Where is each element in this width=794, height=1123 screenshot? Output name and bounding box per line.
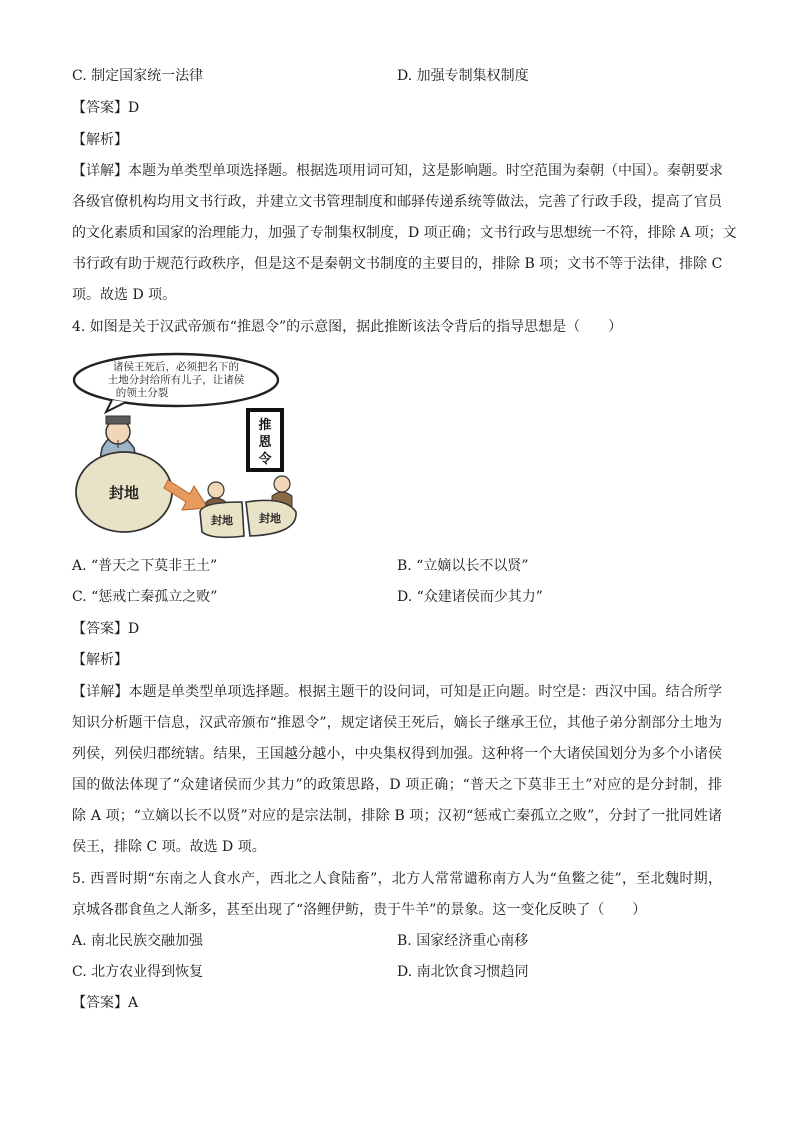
q4-option-d[interactable]: D. “众建诸侯而少其力” [397, 589, 543, 605]
q5-answer [72, 993, 722, 1013]
answer-label: 【答案】 [72, 100, 128, 116]
q4-detail-line: 【详解】本题是单类型单项选择题。根据主题干的设问词，可知是正向题。时空是：西汉中国。结合所学 [72, 684, 722, 700]
answer-label: 【答案】 [72, 621, 128, 637]
q5-stem-line: 京城各郡食鱼之人渐多，甚至出现了“洛鲤伊鲂，贵于牛羊”的景象。这一变化反映了（ ） [72, 902, 647, 918]
q3-detail-line: 各级官僚机构均用文书行政，并建立文书管理制度和邮驿传递系统等做法，完善了行政手段，提高了官员 [72, 194, 722, 210]
q3-detail-line: 【详解】本题为单类型单项选择题。根据选项用词可知，这是影响题。时空范围为秦朝（中国）。秦朝要求 [72, 163, 723, 179]
q4-analysis-label: 【解析】 [72, 652, 128, 668]
q5-option-d[interactable]: D. 南北饮食习惯趋同 [397, 964, 529, 980]
land-label: 封地 [108, 484, 140, 502]
large-land [76, 452, 172, 532]
q5-stem-line: 5. 西晋时期“东南之人食水产，西北之人食陆畜”，北方人常常谴称南方人为“鱼鳖之徒”，至北魏时期， [72, 871, 722, 887]
speech-line: 土地分封给所有儿子，让诸侯 [107, 374, 245, 386]
small-land-label: 封地 [211, 514, 233, 527]
sign-char: 恩 [258, 435, 272, 450]
q3-detail-line: 的文化素质和国家的治理能力，加强了专制集权制度，D 项正确；文书行政与思想统一不符，排除 A 项；文 [72, 225, 737, 241]
q5-option-c[interactable]: C. 北方农业得到恢复 [72, 964, 204, 980]
q4-detail-line: 知识分析题干信息，汉武帝颁布“推恩令”，规定诸侯王死后，嫡长子继承王位，其他子弟分割部分土地为 [72, 715, 722, 731]
q4-option-b[interactable]: B. “立嫡以长不以贤” [397, 558, 529, 574]
answer-value: A [128, 995, 139, 1011]
q4-stem: 4. 如图是关于汉武帝颁布“推恩令”的示意图，据此推断该法令背后的指导思想是（ ） [72, 319, 623, 335]
q3-option-d[interactable]: D. 加强专制集权制度 [397, 68, 529, 84]
q3-answer [72, 98, 722, 118]
speech-bubble [74, 354, 278, 412]
q4-illustration [72, 352, 298, 542]
q3-detail-line: 项。故选 D 项。 [72, 287, 177, 303]
q4-detail-line: 列侯，列侯归郡统辖。结果，王国越分越小，中央集权得到加强。这种将一个大诸侯国划分为多个小诸侯 [72, 746, 722, 762]
q5-option-a[interactable]: A. 南北民族交融加强 [72, 933, 204, 949]
answer-label: 【答案】 [72, 995, 128, 1011]
answer-value: D [128, 621, 140, 637]
q4-detail-line: 国的做法体现了“众建诸侯而少其力”的政策思路，D 项正确；“普天之下莫非王土”对应的是分封制，排 [72, 777, 722, 793]
small-land-label: 封地 [259, 512, 281, 525]
q3-analysis-label: 【解析】 [72, 132, 128, 148]
speech-line: 诸侯王死后，必须把名下的 [113, 361, 239, 373]
q4-option-a[interactable]: A. “普天之下莫非王土” [72, 558, 218, 574]
answer-value: D [128, 100, 140, 116]
q5-option-b[interactable]: B. 国家经济重心南移 [397, 933, 529, 949]
speech-line: 的领土分裂 [115, 387, 169, 399]
small-lands [200, 476, 296, 537]
q4-option-c[interactable]: C. “惩戒亡秦孤立之败” [72, 589, 218, 605]
q4-answer [72, 619, 722, 639]
q3-detail-line: 书行政有助于规范行政秩序，但是这不是秦朝文书制度的主要目的，排除 B 项；文书不等于法律，排除 C [72, 256, 723, 272]
q3-option-c[interactable]: C. 制定国家统一法律 [72, 68, 204, 84]
q4-detail-line: 除 A 项；“立嫡以长不以贤”对应的是宗法制，排除 B 项；汉初“惩戒亡秦孤立之败”，分封了一批同姓诸 [72, 808, 722, 824]
q4-detail-line: 侯王，排除 C 项。故选 D 项。 [72, 839, 266, 855]
tuienling-sign [248, 410, 282, 470]
sign-char: 令 [258, 452, 272, 467]
sign-char: 推 [258, 418, 272, 433]
